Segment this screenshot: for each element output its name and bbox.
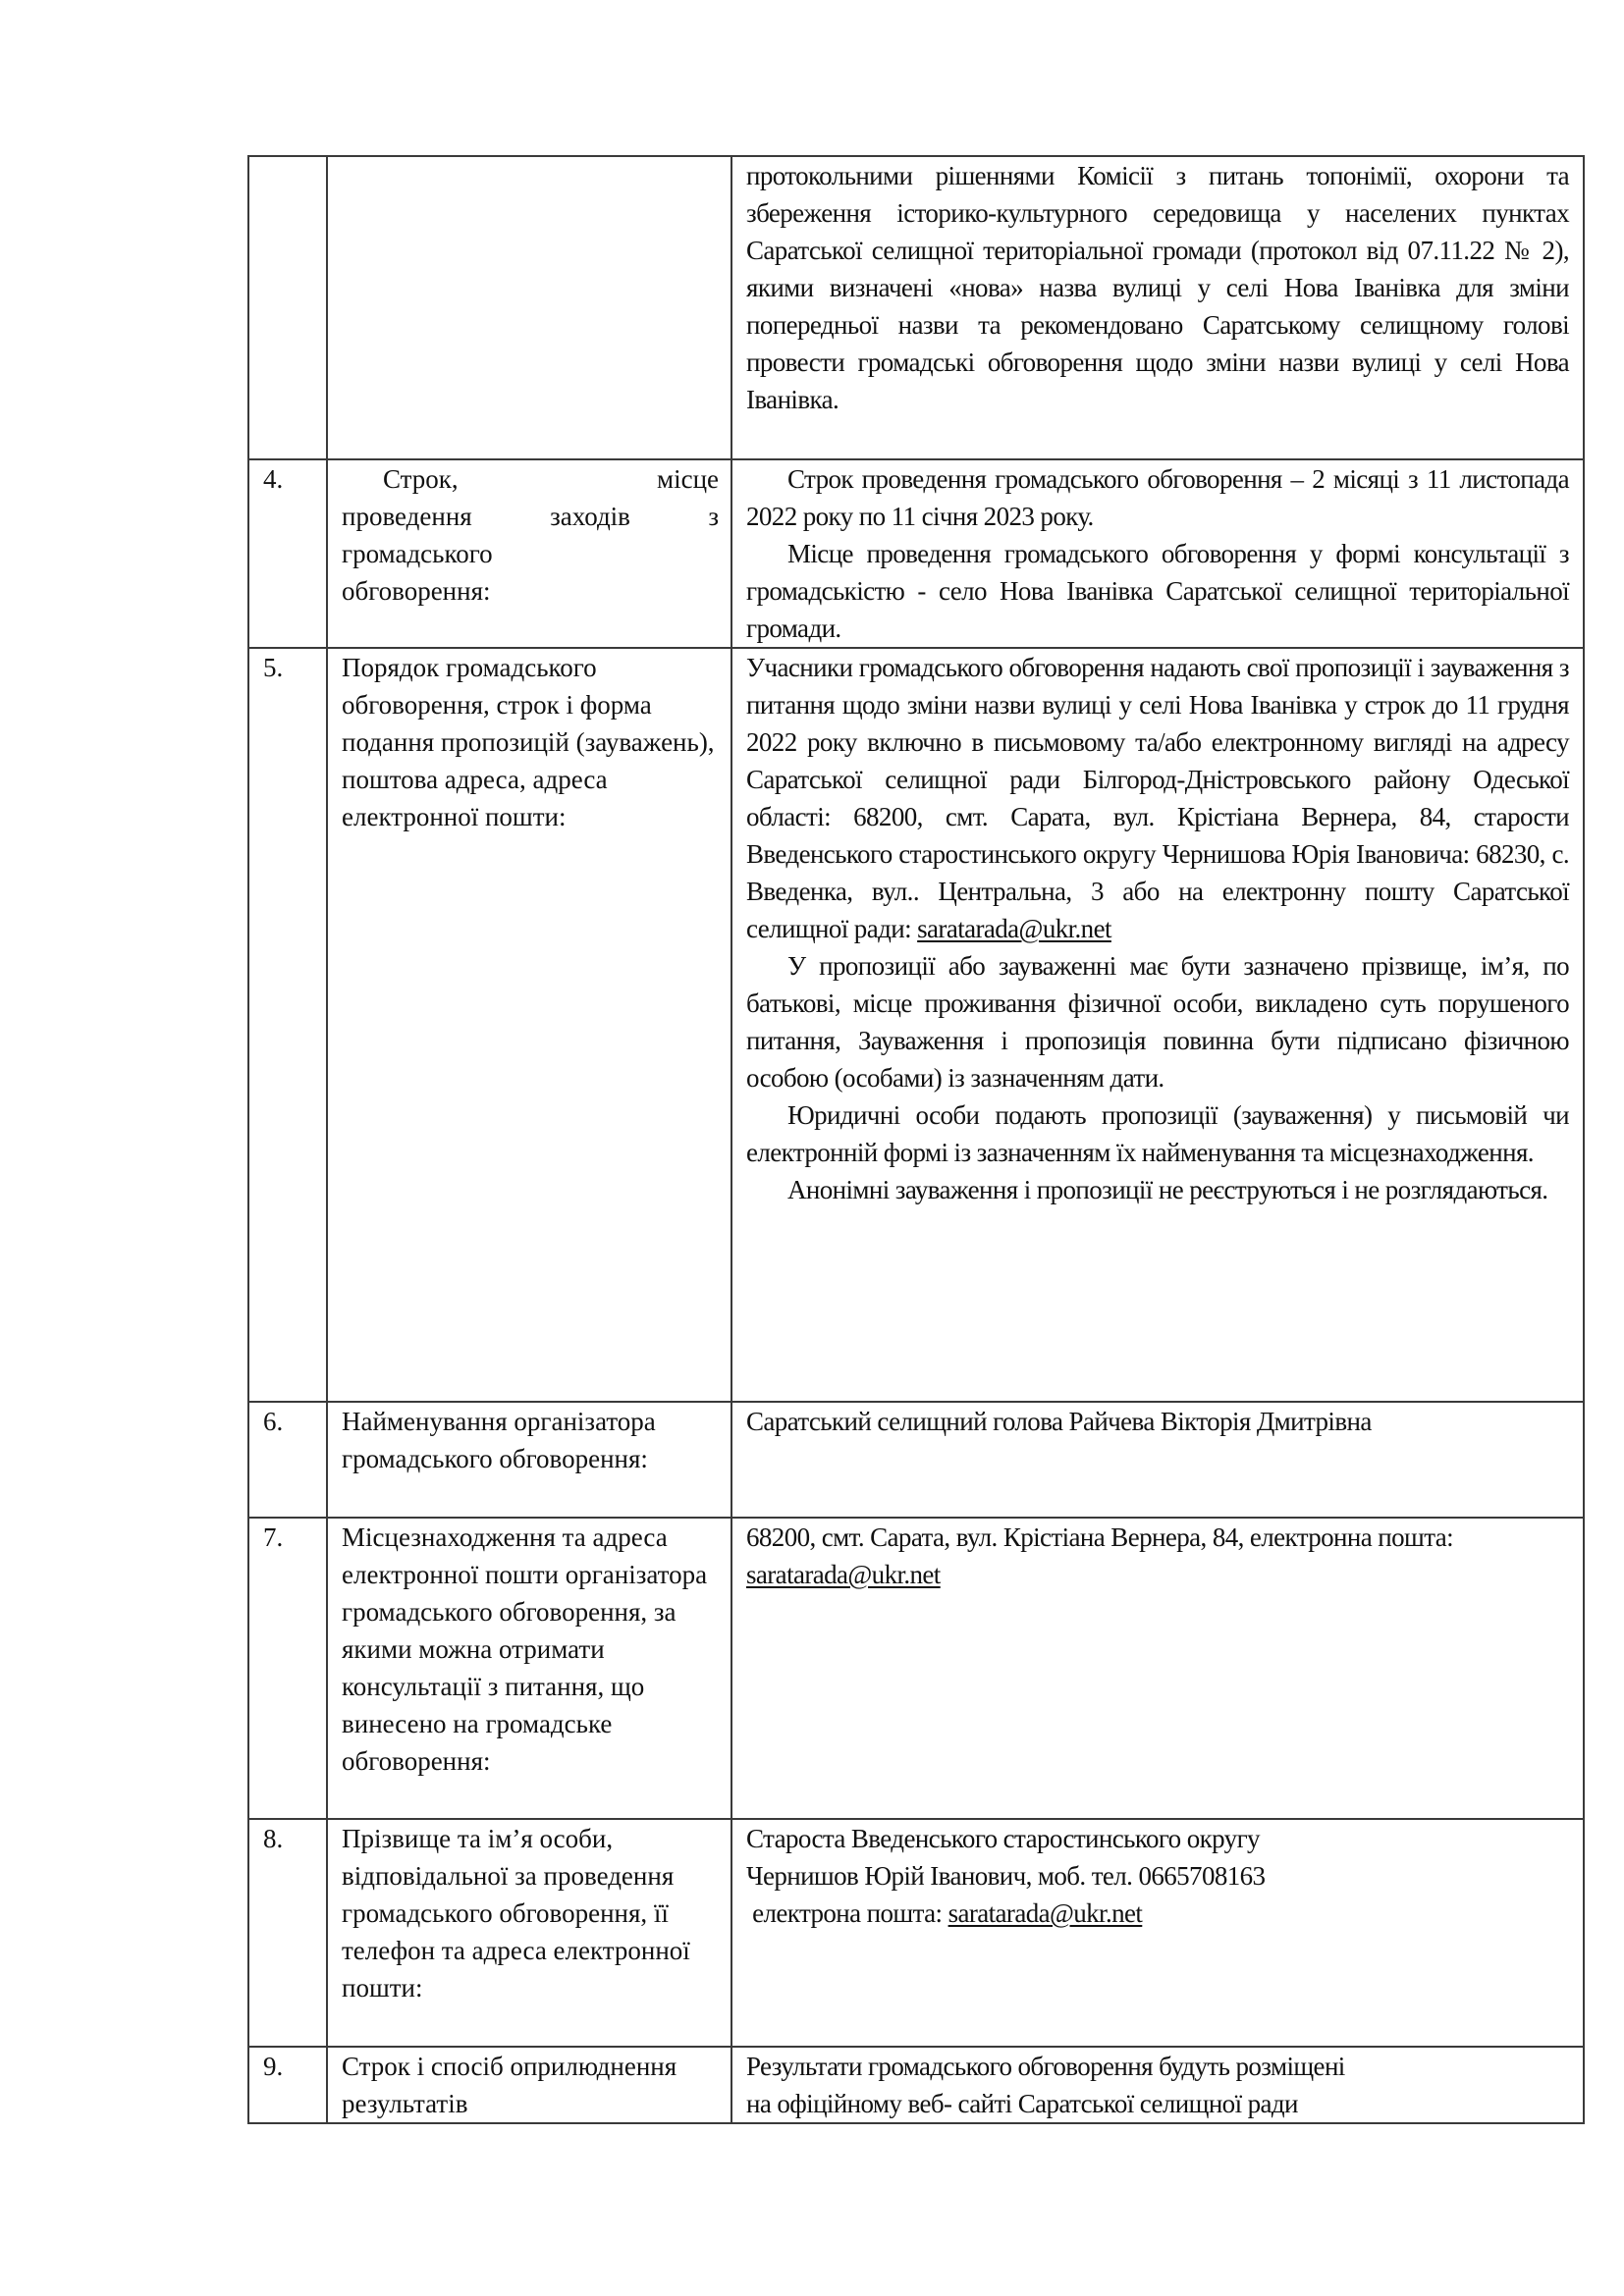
paragraph	[746, 1519, 1569, 1593]
row-label: Місцезнаходження та адреса електронної пошти організатора громадського обговорення, за якими можна отримати консультації з питання, що винесено на громадське обговорення:	[327, 1518, 731, 1819]
row-label: Строк і спосіб оприлюднення результатів	[327, 2047, 731, 2123]
row-value	[731, 1402, 1584, 1518]
row-value-cell	[731, 156, 1584, 459]
row-number: 5.	[248, 648, 327, 1402]
label-line: громадського	[342, 539, 493, 568]
paragraph-text: 68200, смт. Сарата, вул. Крістіана Вернера, 84, електронна пошта:	[746, 1522, 1454, 1552]
label-line: Строк, місце	[383, 464, 719, 494]
paragraph: Юридичні особи подають пропозиції (зауваження) у письмовій чи електронній формі із зазначенням їх найменування та місцезнаходження.	[746, 1100, 1569, 1167]
row-number: 8.	[248, 1819, 327, 2047]
table-row-4	[248, 459, 1584, 648]
row-value	[731, 1518, 1584, 1819]
value-line: Результати громадського обговорення будуть розміщені	[746, 2052, 1345, 2081]
email-link[interactable]: saratarada@ukr.net	[746, 1560, 941, 1589]
row-number: 9.	[248, 2047, 327, 2123]
row-label: Найменування організатора громадського обговорення:	[327, 1402, 731, 1518]
label-line: проведення заходів з	[342, 502, 719, 531]
paragraph: Саратський селищний голова Райчева Вікторія Дмитрівна	[746, 1407, 1372, 1436]
paragraph: Місце проведення громадського обговорення у формі консультації з громадськістю - село Нова Іванівка Саратської селищної територіальної громади.	[746, 539, 1569, 643]
row-number: 7.	[248, 1518, 327, 1819]
table-row-7	[248, 1518, 1584, 1819]
paragraph: Анонімні зауваження і пропозиції не реєструються і не розглядаються.	[787, 1175, 1548, 1204]
paragraph: Строк проведення громадського обговорення – 2 місяці з 11 листопада 2022 року по 11 січня 2023 року.	[746, 464, 1569, 531]
table-row-9	[248, 2047, 1584, 2123]
row-label	[327, 459, 731, 648]
value-line	[746, 1895, 1569, 1932]
email-link[interactable]: saratarada@ukr.net	[947, 1898, 1143, 1928]
table-row-5	[248, 648, 1584, 1402]
row-number-cell	[248, 156, 327, 459]
row-number: 4.	[248, 459, 327, 648]
row-label: Порядок громадського обговорення, строк і форма подання пропозицій (зауважень), поштова адреса, адреса електронної пошти:	[327, 648, 731, 1402]
public-discussion-table	[247, 155, 1585, 2124]
label-line: обговорення:	[342, 576, 491, 606]
row-value	[731, 1819, 1584, 2047]
row-value	[731, 648, 1584, 1402]
row-label-cell	[327, 156, 731, 459]
value-line: Староста Введенського старостинського округу	[746, 1824, 1260, 1853]
paragraph: У пропозиції або зауваженні має бути зазначено прізвище, ім’я, по батькові, місце проживання фізичної особи, викладено суть порушеного питання, Зауваження і пропозиція повинна бути підписано фізичною особою (особами) із зазначенням дати.	[746, 951, 1569, 1093]
paragraph	[746, 649, 1569, 947]
email-link[interactable]: saratarada@ukr.net	[917, 914, 1111, 943]
row-label: Прізвище та ім’я особи, відповідальної за проведення громадського обговорення, її телефон та адреса електронної пошти:	[327, 1819, 731, 2047]
row-number: 6.	[248, 1402, 327, 1518]
row-value	[731, 459, 1584, 648]
row-value	[731, 2047, 1584, 2123]
value-line: на офіційному веб- сайті Саратської селищної ради	[746, 2089, 1298, 2118]
table-row-8	[248, 1819, 1584, 2047]
table-row-continued	[248, 156, 1584, 459]
value-line: Чернишов Юрій Іванович, моб. тел. 0665708163	[746, 1861, 1266, 1891]
table-row-6	[248, 1402, 1584, 1518]
value-line-text: електрона пошта:	[746, 1898, 948, 1928]
paragraph-text: Учасники громадського обговорення надають свої пропозиції і зауваження з питання щодо зміни назви вулиці у селі Нова Іванівка у строк до 11 грудня 2022 року включно в письмовому та/або електронному вигляді на адресу Саратської селищної ради Білгород-Дністровського району Одеської області: 68200, смт. Сарата, вул. Крістіана Вернера, 84, старости Введенського старостинського округу Чернишова Юрія Івановича: 68230, с. Введенка, вул.. Центральна, 3 або на електронну пошту Саратської селищної ради:	[746, 653, 1569, 943]
paragraph: протокольними рішеннями Комісії з питань топонімії, охорони та збереження історико-культурного середовища у населених пунктах Саратської селищної територіальної громади (протокол від 07.11.22 № 2), якими визначені «нова» назва вулиці у селі Нова Іванівка для зміни попередньої назви та рекомендовано Саратському селищному голові провести громадські обговорення щодо зміни назви вулиці у селі Нова Іванівка.	[746, 161, 1569, 414]
